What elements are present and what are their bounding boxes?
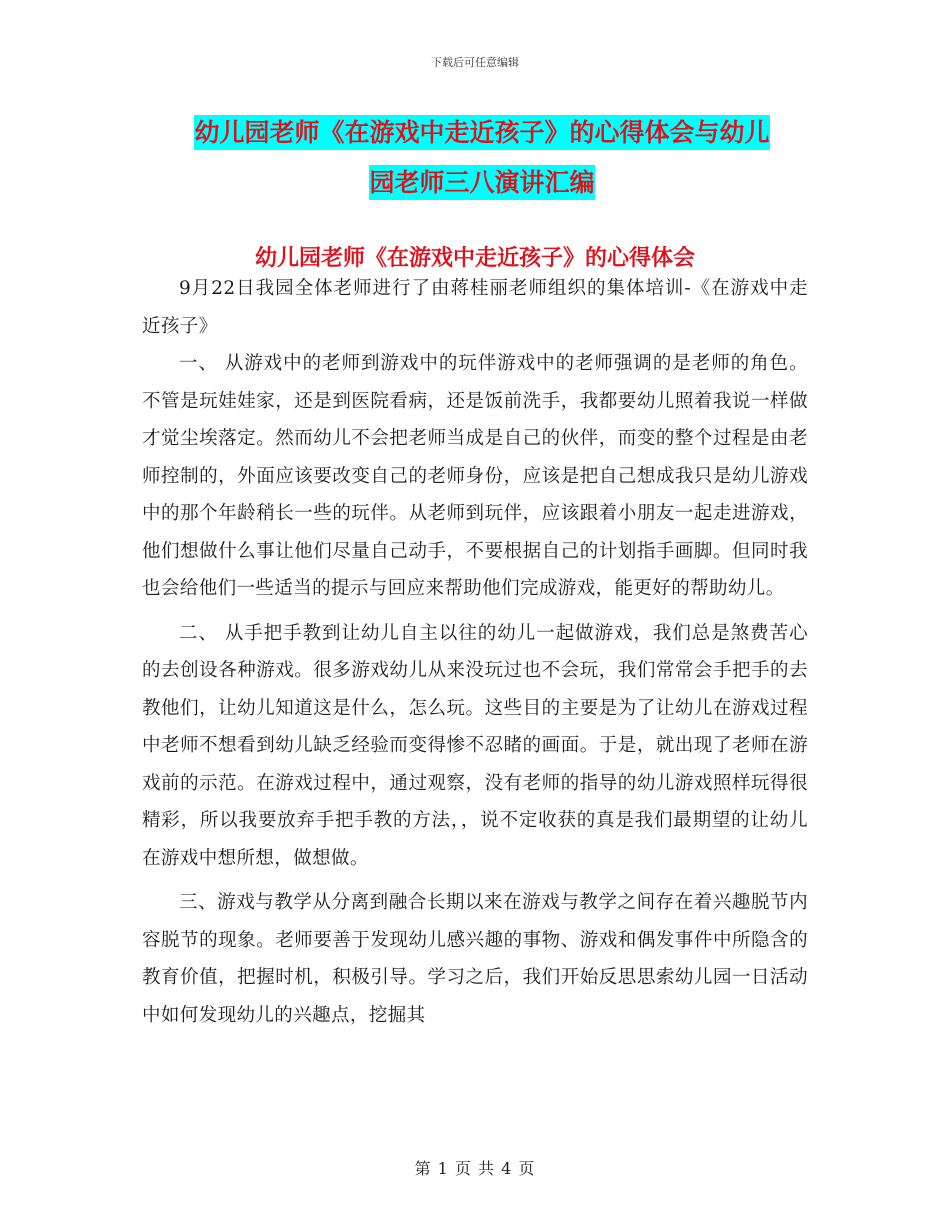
paragraph-3: 三、游戏与教学从分离到融合长期以来在游戏与教学之间存在着兴趣脱节内容脱节的现象。老师要善于发现幼儿感兴趣的事物、游戏和偶发事件中所隐含的教育价值，把握时机，积极引导。学习之后，我们开始反思思索幼儿园一日活动中如何发现幼儿的兴趣点，挖掘其: [142, 892, 808, 1026]
section-title: 幼儿园老师《在游戏中走近孩子》的心得体会: [254, 245, 695, 271]
paragraph-1: 一、 从游戏中的老师到游戏中的玩伴游戏中的老师强调的是老师的角色。不管是玩娃娃家，还是到医院看病，还是饭前洗手，我都要幼儿照着我说一样做才觉尘埃落定。然而幼儿不会把老师当成是自己的伙伴，而变的整个过程是由老师控制的，外面应该要改变自己的老师身份，应该是把自己想成我只是幼儿游戏中的那个年龄稍长一些的玩伴。从老师到玩伴，应该跟着小朋友一起走进游戏，他们想做什么事让他们尽量自己动手，不要根据自己的计划指手画脚。但同时我也会给他们一些适当的提示与回应来帮助他们完成游戏，能更好的帮助幼儿。: [142, 353, 808, 599]
document-title: [142, 108, 822, 208]
paragraph-intro: 9月22日我园全体老师进行了由蒋桂丽老师组织的集体培训-《在游戏中走近孩子》: [142, 278, 808, 337]
title-line-2: 园老师三八演讲汇编: [369, 165, 594, 200]
document-body: [142, 270, 808, 1034]
page-header-note: 下载后可任意编辑: [431, 56, 519, 69]
page-footer-number: 第 1 页 共 4 页: [414, 1159, 536, 1178]
title-line-1: 幼儿园老师《在游戏中走近孩子》的心得体会与幼儿: [194, 115, 769, 150]
paragraph-2: 二、 从手把手教到让幼儿自主以往的幼儿一起做游戏，我们总是煞费苦心的去创设各种游戏。很多游戏幼儿从来没玩过也不会玩，我们常常会手把手的去教他们，让幼儿知道这是什么，怎么玩。这些目的主要是为了让幼儿在游戏过程中老师不想看到幼儿缺乏经验而变得惨不忍睹的画面。于是，就出现了老师在游戏前的示范。在游戏过程中，通过观察，没有老师的指导的幼儿游戏照样玩得很精彩，所以我要放弃手把手教的方法，，说不定收获的真是我们最期望的让幼儿在游戏中想所想，做想做。: [142, 622, 808, 869]
